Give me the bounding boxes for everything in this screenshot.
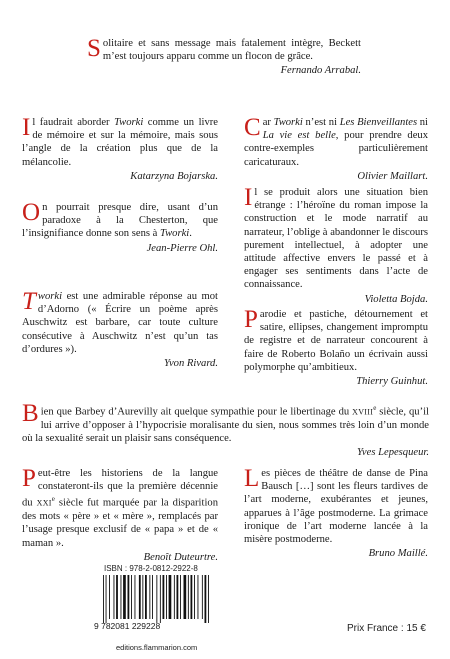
barcode-bar — [135, 575, 136, 619]
book-title: Tworki — [273, 117, 303, 128]
quote-author: Thierry Guinhut. — [356, 376, 428, 388]
drop-cap: S — [87, 35, 101, 62]
quote-author: Yves Lepesqueur. — [357, 447, 429, 459]
barcode-bar — [131, 575, 132, 619]
quote-bojarska: Il faudrait aborder Tworki comme un livre de mémoire et sur la mémoire, mais sous l’angle de la création plus que de la mélancolie. Katarzyna Bojarska. — [22, 114, 218, 182]
drop-cap: I — [244, 184, 253, 211]
quote-text: es pièces de théâtre de danse de Pina Bausch […] sont les fleurs tardives de l’art moderne, exubérantes et jeunes, apparues à l’âge postmoderne. La grimace ironique de l’art moderne lancée à la misère postmoderne. — [244, 468, 428, 546]
barcode-digits: 9 782081 229228 — [94, 621, 161, 630]
quote-maille — [244, 467, 428, 560]
barcode-bar — [149, 575, 150, 619]
quote-bojda — [244, 186, 428, 306]
quote-text: olitaire et sans message mais fatalement intègre, Beckett m’est toujours apparu comme un flocon de grâce. — [102, 38, 361, 63]
barcode-bar — [188, 575, 189, 619]
century-numeral: XVIII — [352, 407, 374, 417]
drop-cap: L — [244, 465, 260, 492]
drop-cap: C — [244, 114, 261, 141]
quote-text: l se produit alors une situation bien étrange : l’héroïne du roman impose la construction et le mode narratif au narrateur, l’oblige à abandonner le discours purement intellectuel, à adopter une attitude affective envers le passé et à engager ses sentiments dans l’acte de connaissance. — [244, 187, 428, 291]
barcode-bar — [198, 575, 199, 619]
book-title: La vie est belle — [262, 130, 336, 142]
barcode-bar — [116, 575, 118, 619]
barcode-bar — [166, 575, 167, 619]
quote-arrabal — [87, 37, 361, 78]
isbn-label: ISBN : 978-2-0812-2922-8 — [104, 564, 198, 573]
drop-cap: P — [244, 306, 258, 333]
book-title: Tworki — [114, 117, 144, 128]
barcode-bar — [169, 575, 172, 619]
price-label: Prix France : 15 € — [347, 623, 426, 634]
barcode-bar — [191, 575, 193, 619]
barcode-bar — [142, 575, 143, 619]
quote-author: Olivier Maillart. — [357, 170, 428, 182]
barcode-bar — [184, 575, 187, 619]
barcode — [94, 575, 217, 630]
drop-cap: B — [22, 400, 39, 427]
century-numeral: XXI — [36, 498, 52, 508]
quote-author: Benoît Duteurtre. — [143, 551, 218, 563]
barcode-bar — [160, 575, 161, 623]
barcode-bar — [139, 575, 141, 619]
barcode-bar — [156, 575, 157, 623]
barcode-bar — [114, 575, 115, 619]
drop-cap: T — [22, 288, 36, 315]
quote-text: arodie et pastiche, détournement et satire, ellipses, changement impromptu de registre et de narrateur concourent à faire de Roberto Bolaño un écrivain aussi polymorphe qu’ambitieux. — [244, 309, 428, 373]
quote-author: Jean-Pierre Ohl. — [146, 242, 218, 254]
barcode-bar — [174, 575, 175, 619]
barcode-bar — [103, 575, 104, 623]
barcode-bar — [194, 575, 195, 619]
barcode-bar — [202, 575, 203, 619]
book-title: worki — [37, 291, 63, 302]
barcode-bar — [180, 575, 181, 619]
barcode-bar — [106, 575, 107, 623]
drop-cap: I — [22, 114, 31, 141]
quote-author: Fernando Arrabal. — [280, 65, 361, 77]
quote-lepesqueur: Bien que Barbey d’Aurevilly ait quelque sympathie pour le libertinage du XVIIIe siècle, qu’il lui arrive d’opposer à l’hypocrisie moralisante du sien, nous sommes très loin d’un monde où la sexualité serait un plaisir sans conséquence. Yves Lepesqueur. — [22, 400, 429, 459]
barcode-bar — [123, 575, 126, 619]
barcode-bar — [205, 575, 207, 623]
quote-maillart: Car Tworki n’est ni Les Bienveillantes ni La vie est belle, pour prendre deux contre-exemples particulièrement caricaturaux. Olivier Maillart. — [244, 114, 429, 182]
quote-author: Katarzyna Bojarska. — [130, 170, 218, 182]
quote-guinhut — [244, 308, 428, 388]
quote-rivard: Tworki est une admirable réponse au mot d’Adorno (« Écrire un poème après Auschwitz est barbare, car toute culture consécutive à Auschwitz n’est qu’un tas d’ordures »). Yvon Rivard. — [22, 288, 218, 370]
barcode-bar — [177, 575, 179, 619]
quote-author: Yvon Rivard. — [164, 358, 218, 370]
barcode-bar — [128, 575, 130, 619]
barcode-bar — [145, 575, 147, 619]
barcode-bars — [103, 575, 209, 623]
quote-author: Bruno Maillé. — [368, 548, 428, 560]
barcode-bar — [163, 575, 165, 619]
barcode-bar — [121, 575, 122, 619]
barcode-bar — [109, 575, 110, 619]
quote-ohl: On pourrait presque dire, usant d’un paradoxe à la Chesterton, que l’insignifiance donne son sens à Tworki. Jean-Pierre Ohl. — [22, 199, 218, 254]
quote-duteurtre: Peut-être les historiens de la langue constateront-ils que la première décennie du XXIe siècle fut marquée par la disparition des mots « père » et « mère », remplacés par l’usage presque exclusif de « papa » et de « maman ». Benoît Duteurtre. — [22, 465, 218, 563]
publisher-website[interactable]: editions.flammarion.com — [116, 643, 198, 652]
barcode-bar — [208, 575, 209, 623]
book-title: Les Bienveillantes — [339, 117, 418, 128]
quote-author: Violetta Bojda. — [364, 293, 428, 305]
drop-cap: P — [22, 465, 36, 492]
book-title: Tworki — [159, 228, 190, 240]
drop-cap: O — [22, 199, 41, 226]
barcode-bar — [152, 575, 153, 619]
